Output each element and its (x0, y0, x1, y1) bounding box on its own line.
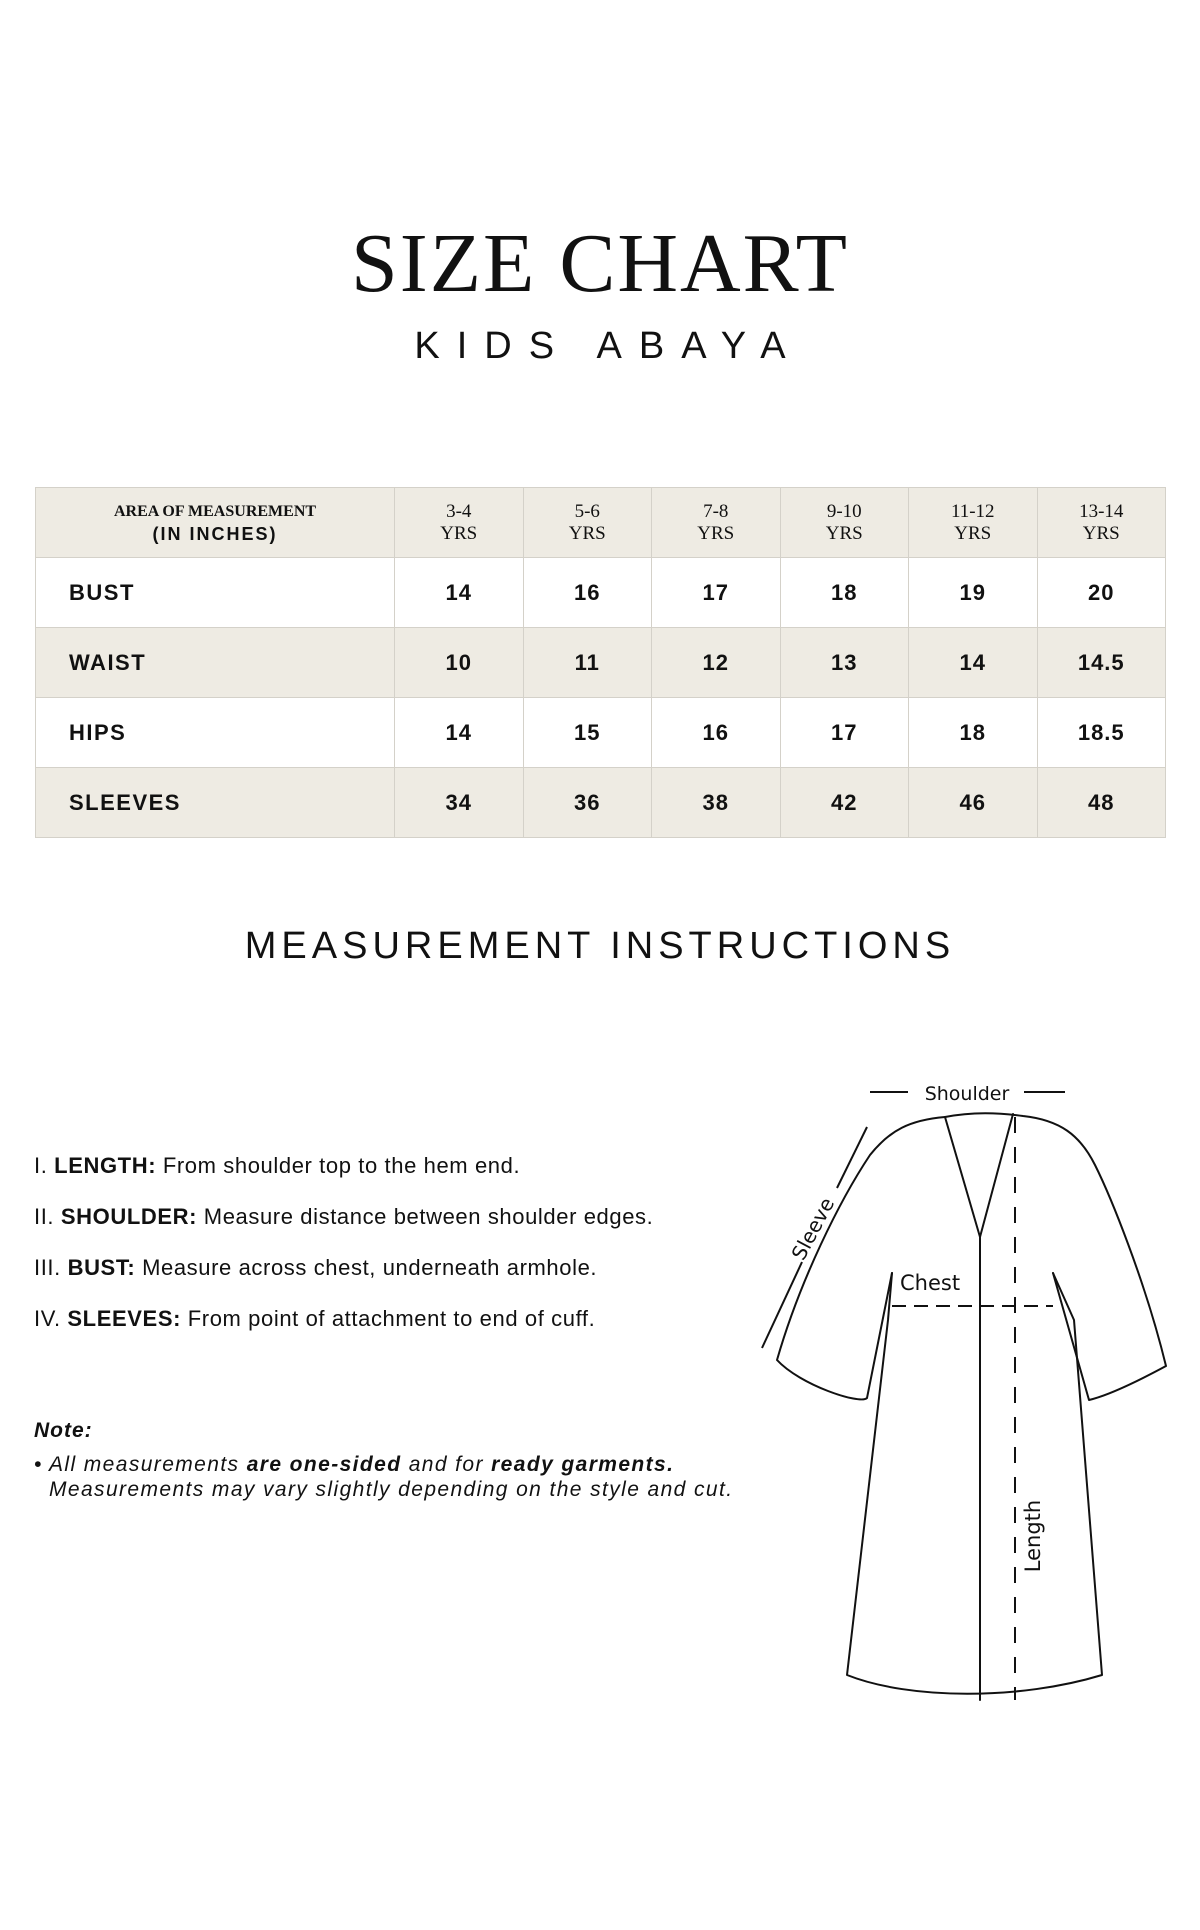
table-cell: 16 (652, 698, 781, 768)
size-header-9-10 (780, 488, 909, 558)
size-age: 3-4 (446, 500, 472, 522)
table-cell: 10 (395, 628, 524, 698)
table-cell: 14 (395, 558, 524, 628)
chest-label: Chest (900, 1271, 961, 1295)
table-cell: 11 (523, 628, 652, 698)
length-label: Length (1021, 1499, 1045, 1573)
instruction-label: SHOULDER: (60, 1204, 198, 1229)
size-age: 7-8 (703, 500, 729, 522)
garment-body-left (847, 1273, 1102, 1694)
table-cell: 13 (780, 628, 909, 698)
instruction-text: From point of attachment to end of cuff. (187, 1306, 596, 1331)
note-emphasis: ready garments. (491, 1453, 675, 1476)
table-row-waist (36, 628, 1166, 698)
table-cell: 46 (909, 768, 1038, 838)
table-cell: 18 (780, 558, 909, 628)
note-text (49, 1452, 734, 1502)
size-age: 9-10 (826, 500, 862, 522)
table-cell: 18 (909, 698, 1038, 768)
size-unit: YRS (825, 522, 863, 544)
area-header-line2: (IN INCHES) (152, 523, 278, 544)
instruction-number: IV. (34, 1306, 61, 1331)
neckline (945, 1114, 1013, 1237)
note-heading: Note: (34, 1419, 93, 1442)
size-unit: YRS (954, 522, 992, 544)
note-text-part: and for (401, 1453, 492, 1476)
table-cell: 36 (523, 768, 652, 838)
area-header-line1: AREA OF MEASUREMENT (113, 502, 317, 520)
size-age: 13-14 (1079, 500, 1124, 522)
instruction-number: I. (34, 1153, 48, 1178)
table-cell: 12 (652, 628, 781, 698)
instruction-shoulder (34, 1206, 653, 1228)
product-subtitle: KIDS ABAYA (414, 325, 803, 367)
table-cell: 16 (523, 558, 652, 628)
table-cell: 17 (780, 698, 909, 768)
table-cell: 17 (652, 558, 781, 628)
abaya-diagram (740, 1060, 1180, 1720)
size-header-11-12 (909, 488, 1038, 558)
table-cell: 19 (909, 558, 1038, 628)
instruction-length (34, 1155, 520, 1177)
sleeve-label: Sleeve (786, 1193, 840, 1264)
size-unit: YRS (568, 522, 606, 544)
instruction-label: LENGTH: (54, 1153, 157, 1178)
size-unit: YRS (440, 522, 478, 544)
table-cell: 14 (395, 698, 524, 768)
note-text-part: All measurements (49, 1453, 247, 1476)
instruction-label: BUST: (67, 1255, 136, 1280)
table-header-row (36, 488, 1166, 558)
size-header-3-4 (395, 488, 524, 558)
instruction-number: III. (34, 1255, 61, 1280)
instruction-bust (34, 1257, 597, 1279)
table-row-bust (36, 558, 1166, 628)
instruction-text: From shoulder top to the hem end. (162, 1153, 521, 1178)
size-header-5-6 (523, 488, 652, 558)
table-cell: 14 (909, 628, 1038, 698)
size-header-7-8 (652, 488, 781, 558)
note-bullet: • (34, 1453, 43, 1476)
table-cell: 15 (523, 698, 652, 768)
size-header-13-14 (1037, 488, 1166, 558)
size-unit: YRS (1082, 522, 1120, 544)
instruction-text: Measure distance between shoulder edges. (203, 1204, 654, 1229)
garment-outline-right (945, 1113, 1166, 1400)
sleeve-dash-upper (837, 1127, 867, 1188)
table-row-hips (36, 698, 1166, 768)
note-text-part: Measurements may vary slightly depending on the style and cut. (49, 1478, 734, 1501)
size-unit: YRS (697, 522, 735, 544)
shoulder-label: Shoulder (924, 1083, 1010, 1105)
area-of-measurement-header (36, 488, 395, 558)
table-row-sleeves (36, 768, 1166, 838)
size-age: 11-12 (950, 500, 995, 522)
row-label: SLEEVES (36, 768, 395, 838)
note-emphasis: are one-sided (246, 1453, 402, 1476)
size-chart-title: SIZE CHART (351, 217, 849, 310)
table-cell: 20 (1037, 558, 1166, 628)
row-label: HIPS (36, 698, 395, 768)
row-label: WAIST (36, 628, 395, 698)
table-cell: 18.5 (1037, 698, 1166, 768)
instruction-sleeves (34, 1308, 595, 1330)
instruction-number: II. (34, 1204, 55, 1229)
size-table (35, 487, 1166, 838)
row-label: BUST (36, 558, 395, 628)
instruction-text: Measure across chest, underneath armhole. (142, 1255, 598, 1280)
table-cell: 34 (395, 768, 524, 838)
measurement-instructions-title: MEASUREMENT INSTRUCTIONS (244, 925, 956, 967)
note-body (34, 1452, 734, 1502)
table-cell: 38 (652, 768, 781, 838)
table-cell: 42 (780, 768, 909, 838)
size-age: 5-6 (574, 500, 600, 522)
instruction-label: SLEEVES: (67, 1306, 182, 1331)
table-cell: 48 (1037, 768, 1166, 838)
table-cell: 14.5 (1037, 628, 1166, 698)
